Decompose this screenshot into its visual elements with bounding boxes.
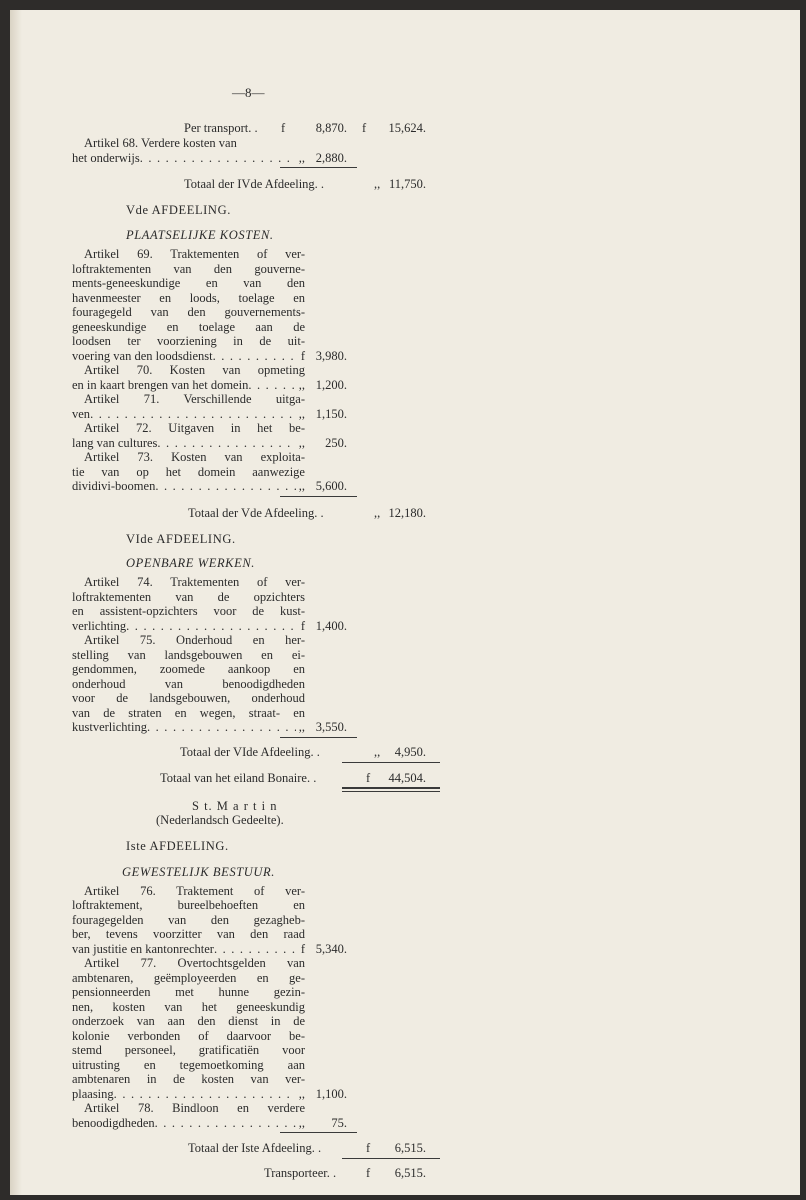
afdeeling-v-heading: Vde AFDEELING. [126,203,231,217]
transporteer-label: Transporteer. . [264,1166,337,1180]
art77-line: onderzoek van aan den dienst in de [72,1014,305,1028]
page-number: —8— [232,85,265,100]
art74-line: loftraktementen van de opzichters [72,590,305,604]
art68-line-2 [72,151,305,165]
art75-line: van de straten en wegen, straat- en [72,706,305,720]
art69-line: ments-geneeskundige en van den [72,276,305,290]
art78-currency: ,, [298,1116,305,1130]
art70-last-text: en in kaart brengen van het domein [72,378,249,392]
art73-amount: 5,600. [315,479,347,493]
afdeeling-vi-subheading: OPENBARE WERKEN. [126,556,256,570]
art71-currency: ,, [298,407,305,421]
leader-dots [114,1087,296,1101]
art73-currency: ,, [298,479,305,493]
island-subtitle: (Nederlandsch Gedeelte). [156,813,284,827]
art70-last-line [72,378,305,392]
art78-line-1: Artikel 78. Bindloon en verdere [84,1101,305,1115]
art73-line-2: tie van op het domein aanwezige [72,465,305,479]
art70-currency: ,, [298,378,305,392]
leader-dots [214,942,298,956]
art75-line: voor de landsgebouwen, onderhoud [72,691,305,705]
art78-amount: 75. [331,1116,347,1130]
totaal-iv-amount: 11,750. [388,177,426,191]
leader-dots [147,720,296,734]
totaal-iv-label: Totaal der IVde Afdeeling. . [184,177,325,191]
subtotal-rule [280,1132,357,1133]
afdeeling-vi-heading: VIde AFDEELING. [126,532,236,546]
art71-last-text: ven [72,407,91,421]
art76-line: loftraktement, bureelbehoeften en [72,898,305,912]
art74-currency: f [300,619,305,633]
art68-currency: ,, [298,151,305,165]
art76-line: Artikel 76. Traktement of ver- [84,884,305,898]
transport-amount-2: 15,624. [388,121,426,135]
art76-last-text: van justitie en kantonrechter [72,942,214,956]
art69-line: loftraktementen van den gouverne- [72,262,305,276]
art71-amount: 1,150. [315,407,347,421]
art70-amount: 1,200. [315,378,347,392]
art71-line-1: Artikel 71. Verschillende uitga- [84,392,305,406]
art69-line: havenmeester en loods, toelage en [72,291,305,305]
leader-dots [248,378,295,392]
art77-line: ambtenaren in de kosten van ver- [72,1072,305,1086]
leader-dots [140,151,296,165]
art77-line: ambtenaren, geëmployeerden en ge- [72,971,305,985]
art75-line: onderhoud van benoodigdheden [72,677,305,691]
transporteer-currency: f [366,1166,371,1180]
transport-amount-1: 8,870. [315,121,347,135]
art74-last-line [72,619,305,633]
art76-line: fouragegelden van den gezagheb- [72,913,305,927]
art77-amount: 1,100. [315,1087,347,1101]
art76-currency: f [300,942,305,956]
art73-line-1: Artikel 73. Kosten van exploita- [84,450,305,464]
totaal-bonaire-currency: f [366,771,371,785]
art68-amount: 2,880. [315,151,347,165]
totaal-vi-amount: 4,950. [394,745,426,759]
island-name: S t. M a r t i n [192,799,278,813]
art77-line: stemd personeel, gratificatiën voor [72,1043,305,1057]
leader-dots [155,479,295,493]
art77-line: Artikel 77. Overtochtsgelden van [84,956,305,970]
art69-last-line [72,349,305,363]
totaal-i-amount: 6,515. [394,1141,426,1155]
art72-line-1: Artikel 72. Uitgaven in het be- [84,421,305,435]
totaal-v-amount: 12,180. [388,506,426,520]
transporteer-amount: 6,515. [394,1166,426,1180]
art69-line: geneeskundige en toelage aan de [72,320,305,334]
art69-amount: 3,980. [315,349,347,363]
totaal-v-currency: ,, [374,506,381,520]
leader-dots [90,407,296,421]
page-edge-shadow [10,10,22,1195]
art69-currency: f [300,349,305,363]
total-rule [342,762,440,763]
art78-last-line [72,1116,305,1130]
art77-line: pensionneerden met hunne gezin- [72,985,305,999]
art75-last-line [72,720,305,734]
art77-last-line [72,1087,305,1101]
leader-dots [126,619,298,633]
transport-label: Per transport. . [184,121,258,135]
leader-dots [213,349,298,363]
art69-last-text: voering van den loodsdienst [72,349,213,363]
totaal-v-label: Totaal der Vde Afdeeling. . [188,506,324,520]
art76-last-line [72,942,305,956]
art74-line: Artikel 74. Traktementen of ver- [84,575,305,589]
art73-last-line [72,479,305,493]
afdeeling-i-heading: Iste AFDEELING. [126,839,229,853]
art73-last-text: dividivi-boomen [72,479,156,493]
art75-line: Artikel 75. Onderhoud en her- [84,633,305,647]
subtotal-rule [280,167,357,168]
art72-amount: 250. [325,436,347,450]
totaal-vi-label: Totaal der VIde Afdeeling. . [180,745,320,759]
art77-currency: ,, [298,1087,305,1101]
totaal-vi-currency: ,, [374,745,381,759]
subtotal-rule [280,737,357,738]
art76-amount: 5,340. [315,942,347,956]
totaal-bonaire-amount: 44,504. [388,771,426,785]
subtotal-rule [280,496,357,497]
art75-last-text: kustverlichting [72,720,147,734]
totaal-i-label: Totaal der Iste Afdeeling. . [188,1141,322,1155]
art75-currency: ,, [298,720,305,734]
double-rule-bottom [342,791,440,792]
totaal-bonaire-label: Totaal van het eiland Bonaire. . [160,771,317,785]
art69-line: fouragegeld van den gouvernements- [72,305,305,319]
art72-last-text: lang van cultures [72,436,158,450]
art72-currency: ,, [298,436,305,450]
art75-line: gendommen, zoomede aankoop en [72,662,305,676]
totaal-iv-currency: ,, [374,177,381,191]
art69-line: Artikel 69. Traktementen of ver- [84,247,305,261]
art70-line-1: Artikel 70. Kosten van opmeting [84,363,305,377]
art75-amount: 3,550. [315,720,347,734]
totaal-i-currency: f [366,1141,371,1155]
art77-line: uitrusting en tegemoetkoming aan [72,1058,305,1072]
art77-line: kolonie verbonden of daarvoor be- [72,1029,305,1043]
art78-last-text: benoodigdheden [72,1116,155,1130]
art68-line-1: Artikel 68. Verdere kosten van [84,136,237,150]
art75-line: stelling van landsgebouwen en ei- [72,648,305,662]
art77-line: nen, kosten van het geneeskundig [72,1000,305,1014]
art71-last-line [72,407,305,421]
double-rule-top [342,787,440,789]
transport-currency-2: f [362,121,367,135]
art74-amount: 1,400. [315,619,347,633]
art69-line: loodsen ter voorziening in de uit- [72,334,305,348]
leader-dots [157,436,295,450]
leader-dots [155,1116,296,1130]
afdeeling-i-subheading: GEWESTELIJK BESTUUR. [122,865,275,879]
art74-last-text: verlichting [72,619,127,633]
document-page [10,10,800,1195]
art76-line: ber, tevens voorzitter van den raad [72,927,305,941]
art72-last-line [72,436,305,450]
art77-last-text: plaasing [72,1087,114,1101]
total-rule [342,1158,440,1159]
afdeeling-v-subheading: PLAATSELIJKE KOSTEN. [126,228,274,242]
art68-text: het onderwijs [72,151,140,165]
transport-currency-1: f [281,121,286,135]
art74-line: en assistent-opzichters voor de kust- [72,604,305,618]
